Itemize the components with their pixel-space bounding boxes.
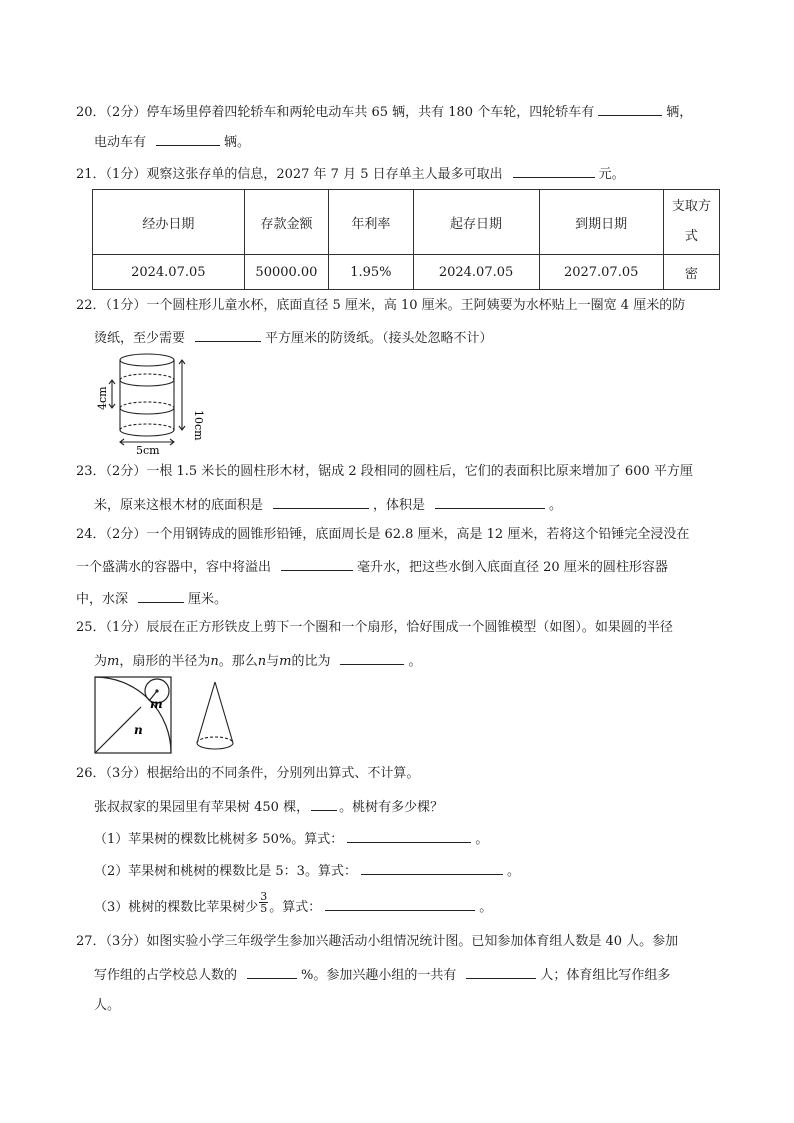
q21-line: 21．（1分）观察这张存单的信息，2027 年 7 月 5 日存单主人最多可取出 元。 (76, 163, 625, 185)
q24-blank-depth[interactable] (138, 588, 184, 603)
q27-blank-total[interactable] (466, 964, 536, 979)
cylinder-cup-figure (92, 350, 222, 456)
table-cell: 2024.07.05 (413, 255, 539, 290)
table-header: 支取方 式 (663, 190, 719, 255)
q20-line2: 电动车有 辆。 (94, 131, 250, 153)
q20-blank-cars[interactable] (598, 101, 662, 116)
table-header: 经办日期 (93, 190, 245, 255)
q24-blank-overflow[interactable] (281, 556, 353, 571)
table-cell: 1.95% (329, 255, 413, 290)
q27-blank-percent[interactable] (247, 964, 297, 979)
table-cell: 50000.00 (244, 255, 329, 290)
fraction-three-fifths: $\frac{3}{5}$ (260, 890, 268, 915)
q22-blank[interactable] (195, 327, 261, 342)
q26-line1: 26．（3分）根据给出的不同条件，分别列出算式、不计算。 (76, 766, 420, 781)
q23-line1: 23．（2分）一根 1.5 米长的圆柱形木材，锯成 2 段相同的圆柱后，它们的表面积比原来增加了 600 平方厘 (76, 464, 693, 479)
q27-line3: 人。 (94, 998, 121, 1013)
table-header: 存款金额 (244, 190, 329, 255)
label-5cm: 5cm (136, 444, 160, 457)
table-cell: 2024.07.05 (93, 255, 245, 290)
q26-blank-2[interactable] (361, 860, 503, 875)
q21-blank[interactable] (513, 163, 595, 178)
table-header: 年利率 (329, 190, 413, 255)
table-header: 到期日期 (539, 190, 663, 255)
q26-item2: （2）苹果树和桃树的棵数比是 5：3。算式： 。 (94, 860, 520, 882)
label-10cm: 10cm (192, 410, 205, 441)
q23-blank-volume[interactable] (435, 494, 545, 509)
label-4cm: 4cm (96, 386, 109, 410)
q25-line2: 为m，扇形的半径为n。那么n与m的比为 。 (94, 650, 422, 672)
q24-line1: 24．（2分）一个用钢铸成的圆锥形铅锤，底面周长是 62.8 厘米，高是 12 厘米，若将这个铅锤完全浸没在 (76, 527, 690, 542)
table-cell: 密 (663, 255, 719, 290)
label-m: m (150, 697, 163, 711)
table-header: 起存日期 (413, 190, 539, 255)
q27-line1: 27．（3分）如图实验小学三年级学生参加兴趣活动小组情况统计图。已知参加体育组人数是 40 人。参加 (76, 934, 679, 949)
q20-line1: 20．（2分）停车场里停着四轮轿车和两轮电动车共 65 辆，共有 180 个车轮，四轮轿车有 辆， (76, 101, 692, 123)
label-n: n (134, 723, 143, 737)
q26-item3: （3）桃树的棵数比苹果树少 $\frac{3}{5}$ 。算式： 。 (94, 890, 493, 915)
q25-blank[interactable] (340, 650, 404, 665)
square-sheet-figure (94, 676, 174, 756)
table-cell: 2027.07.05 (539, 255, 663, 290)
q24-line2: 一个盛满水的容器中，容中将溢出 毫升水，把这些水倒入底面直径 20 厘米的圆柱形容器 (76, 556, 668, 578)
q26-item1: （1）苹果树的棵数比桃树多 50%。算式： 。 (94, 828, 488, 850)
q20-text: 20．（2分）停车场里停着四轮轿车和两轮电动车共 65 辆，共有 180 个车轮，四轮轿车有 (76, 105, 595, 120)
q22-line1: 22．（1分）一个圆柱形儿童水杯，底面直径 5 厘米，高 10 厘米。王阿姨要为水杯贴上一圈宽 4 厘米的防 (76, 298, 686, 313)
q26-blank-1[interactable] (347, 828, 471, 843)
q26-blank-3[interactable] (325, 896, 475, 911)
cone-model-figure (192, 680, 242, 756)
q24-line3: 中，水深 厘米。 (76, 588, 227, 610)
q22-line2: 烫纸，至少需要 平方厘米的防烫纸。（接头处忽略不计） (94, 327, 493, 349)
q26-condition-blank[interactable] (311, 796, 337, 811)
q23-blank-area[interactable] (273, 494, 369, 509)
deposit-slip-table (92, 189, 720, 290)
q25-line1: 25．（1分）辰辰在正方形铁皮上剪下一个圈和一个扇形，恰好围成一个圆锥模型（如图）。如果圆的半径 (76, 620, 673, 635)
q27-line2: 写作组的占学校总人数的 %。参加兴趣小组的一共有 人；体育组比写作组多 (94, 964, 670, 986)
q20-blank-ebikes[interactable] (156, 131, 220, 146)
q26-line2: 张叔叔家的果园里有苹果树 450 棵， 。桃树有多少棵？ (94, 796, 443, 818)
q23-line2: 米，原来这根木材的底面积是 ，体积是 。 (94, 494, 562, 516)
